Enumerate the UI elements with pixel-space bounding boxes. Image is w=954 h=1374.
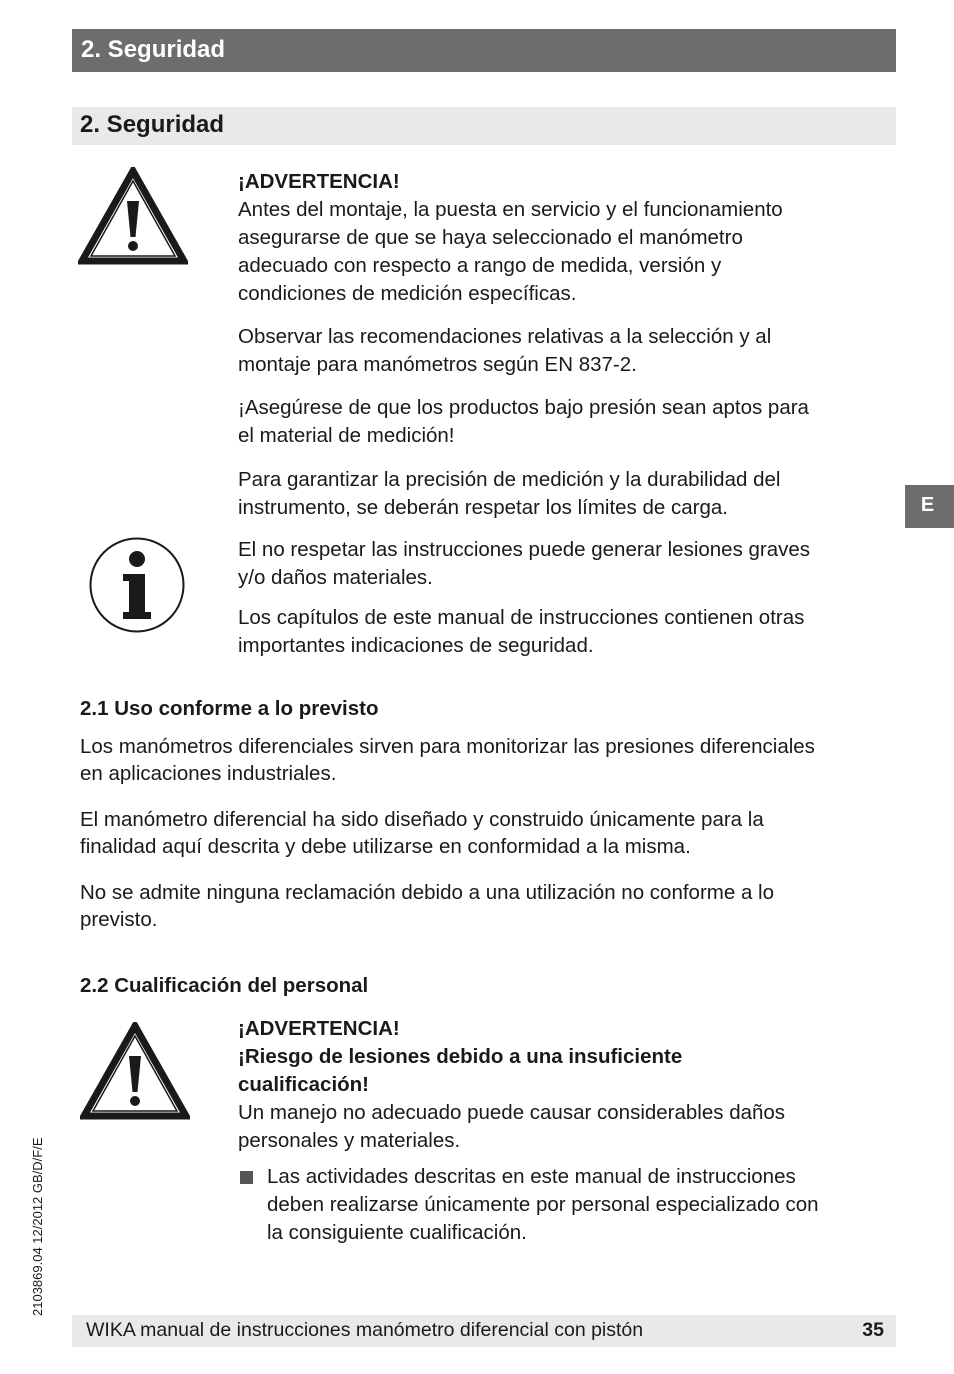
language-tab-label: E [920,494,935,516]
para-line: No se admite ninguna reclamación debido a una utilización no conforme a lo [80,881,775,904]
s21-para2 [80,806,896,860]
warning1-heading: ¡ADVERTENCIA! [238,170,400,193]
bullet-text [267,1163,888,1247]
para-line: en aplicaciones industriales. [80,762,337,785]
para-line: ¡Asegúrese de que los productos bajo presión sean aptos para [238,396,809,419]
subsection-heading-2-1: 2.1 Uso conforme a lo previsto [80,697,379,720]
chapter-header-title: 2. Seguridad [81,36,226,63]
bullet-square-icon [240,1171,253,1184]
para-line: Para garantizar la precisión de medición y la durabilidad del [238,468,781,491]
language-tab [905,485,954,528]
para-line: Observar las recomendaciones relativas a la selección y al [238,325,772,348]
footer [72,1315,896,1347]
s21-para3 [80,879,896,933]
warning-triangle-icon [78,167,188,265]
para-line: Los manómetros diferenciales sirven para monitorizar las presiones diferenciales [80,735,815,758]
footer-text: WIKA manual de instrucciones manómetro diferencial con pistón [86,1319,644,1341]
info-icon [88,536,186,634]
warning1-line: condiciones de medición específicas. [238,282,577,305]
para-line: ¡Riesgo de lesiones debido a una insuficiente [238,1045,683,1068]
document-code: 2103869.04 12/2012 GB/D/F/E [30,1137,45,1316]
warning1-line: Antes del montaje, la puesta en servicio y el funcionamiento [238,198,783,221]
page-number: 35 [862,1319,884,1341]
info-para2 [238,604,888,660]
para-line: Las actividades descritas en este manual de instrucciones [267,1165,796,1188]
para-line: Un manejo no adecuado puede causar considerables daños [238,1101,786,1124]
para-line: y/o daños materiales. [238,566,433,589]
warning1-para3 [238,394,888,450]
para-line: la consiguiente cualificación. [267,1221,527,1244]
para-line: previsto. [80,908,158,931]
para-line: montaje para manómetros según EN 837-2. [238,353,637,376]
section-heading-title: 2. Seguridad [80,111,225,138]
para-line: importantes indicaciones de seguridad. [238,634,594,657]
para-line: El manómetro diferencial ha sido diseñado y construido únicamente para la [80,808,764,831]
warning2-subheading [238,1043,888,1099]
info-para1 [238,536,888,592]
bullet-item [238,1163,888,1247]
warning1-para2 [238,323,888,379]
warning2-heading: ¡ADVERTENCIA! [238,1017,400,1040]
para-line: cualificación! [238,1073,370,1096]
warning1-text [238,196,888,308]
warning1-para4 [238,466,888,522]
para-line: instrumento, se deberán respetar los límites de carga. [238,496,728,519]
warning1-line: asegurarse de que se haya seleccionado el manómetro [238,226,743,249]
para-line: Los capítulos de este manual de instrucciones contienen otras [238,606,805,629]
para-line: el material de medición! [238,424,455,447]
warning1-line: adecuado con respecto a rango de medida, versión y [238,254,722,277]
para-line: finalidad aquí descrita y debe utilizarse en conformidad a la misma. [80,835,691,858]
subsection-heading-2-2: 2.2 Cualificación del personal [80,974,369,997]
warning-triangle-icon [80,1022,190,1120]
warning2-text [238,1099,888,1155]
chapter-header [72,29,896,72]
s21-para1 [80,733,896,787]
section-heading [72,107,896,145]
para-line: deben realizarse únicamente por personal especializado con [267,1193,819,1216]
para-line: personales y materiales. [238,1129,461,1152]
para-line: El no respetar las instrucciones puede generar lesiones graves [238,538,811,561]
